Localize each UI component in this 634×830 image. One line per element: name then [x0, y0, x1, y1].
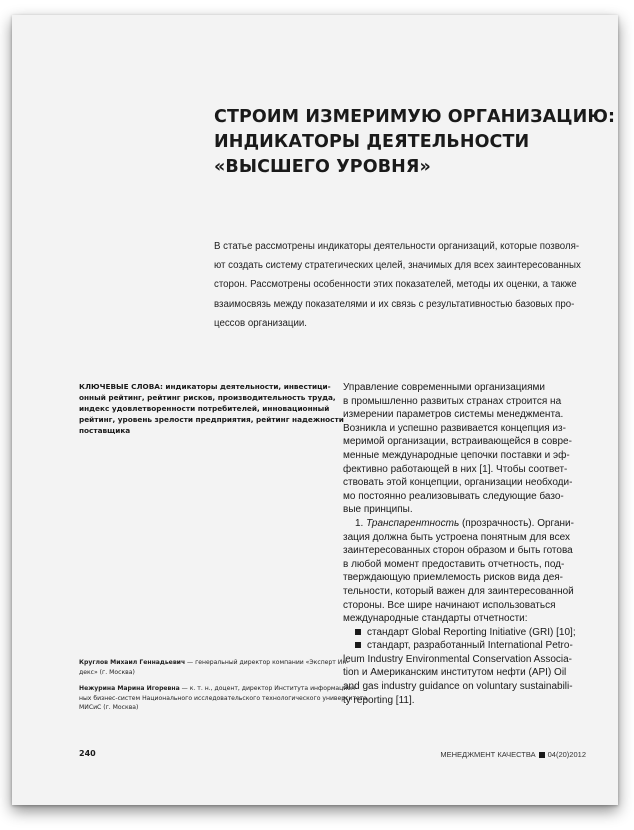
title-line: СТРОИМ ИЗМЕРИМУЮ ОРГАНИЗАЦИЮ: — [214, 107, 616, 127]
body-line: вые принципы. — [343, 504, 413, 516]
body-line: заинтересованных сторон образом и быть готова — [343, 545, 573, 557]
keywords-line: рейтинг, уровень зрелости предприятия, рейтинг надежности — [79, 415, 344, 424]
title-line: «ВЫСШЕГО УРОВНЯ» — [214, 157, 431, 177]
abstract-line: цессов организации. — [214, 317, 307, 329]
author-affiliation: декс» (г. Москва) — [79, 668, 135, 676]
abstract-line: сторон. Рассмотрены особенности этих показателей, методы их оценки, а также — [214, 279, 577, 291]
body-line: зация должна быть устроена понятным для всех — [343, 531, 570, 543]
body-line: leum Industry Environmental Conservation Associa- — [343, 653, 572, 665]
journal-footer — [440, 750, 586, 759]
title-line: ИНДИКАТОРЫ ДЕЯТЕЛЬНОСТИ — [214, 132, 530, 152]
article-body — [343, 381, 599, 707]
bullet-text: стандарт Global Reporting Initiative (GRI) [10]; — [367, 626, 576, 638]
body-line: менные международные цепочки поставки и эф- — [343, 449, 570, 461]
bullet-item — [343, 626, 599, 640]
principle-number: 1. — [355, 517, 367, 529]
authors-block — [79, 658, 368, 720]
journal-name: МЕНЕДЖМЕНТ КАЧЕСТВА — [440, 750, 536, 759]
body-line — [343, 517, 599, 531]
keywords-line: поставщика — [79, 426, 131, 435]
author-kruglov — [79, 658, 349, 677]
body-line: Возникла и успешно развивается концепция из- — [343, 422, 566, 434]
abstract-line: взаимосвязь между показателями и их связь с результативностью базовых про- — [214, 298, 575, 310]
body-line: фективно работающей в них [1]. Чтобы соответ- — [343, 463, 568, 475]
body-line: мо постоянно реализовывать следующие базо- — [343, 490, 564, 502]
author-affiliation: МИСиС (г. Москва) — [79, 704, 139, 712]
journal-issue: 04(20)2012 — [547, 750, 586, 759]
keywords-block — [79, 381, 344, 436]
bullet-square-icon — [355, 629, 361, 635]
body-line: в любой момент предоставить отчетность, под- — [343, 558, 565, 570]
body-line: ty reporting [11]. — [343, 694, 415, 706]
keywords-line: индекс удовлетворенности потребителей, инновационный — [79, 404, 330, 413]
author-name: Круглов Михаил Геннадьевич — [79, 659, 186, 666]
keywords-line: КЛЮЧЕВЫЕ СЛОВА: индикаторы деятельности, инвестици- — [79, 382, 331, 391]
body-line: в промышленно развитых странах строится на — [343, 395, 562, 407]
body-line: стороны. Все шире начинают использоваться — [343, 599, 556, 611]
body-line: tion и Американским институтом нефти (API) Oil — [343, 667, 567, 679]
body-line: Управление современными организациями — [343, 382, 545, 393]
article-abstract — [214, 237, 598, 333]
abstract-line: В статье рассмотрены индикаторы деятельности организаций, которые позволя- — [214, 241, 580, 252]
author-affiliation: — к. т. н., доцент, директор Института информацион- — [179, 685, 358, 693]
body-line: ствовать этой концепции, организации необходи- — [343, 477, 573, 489]
separator-square-icon — [539, 752, 545, 758]
journal-page — [12, 15, 618, 805]
abstract-line: ют создать систему стратегических целей, значимых для всех заинтересованных — [214, 260, 581, 272]
body-text-run: (прозрачность). Органи- — [459, 517, 574, 529]
author-affiliation: — генеральный директор компании «Эксперт Ин- — [185, 659, 349, 666]
body-line: измерении параметров системы менеджмента. — [343, 409, 564, 421]
author-nezhurina — [79, 684, 368, 713]
bullet-text: стандарт, разработанный International Petro- — [367, 640, 573, 652]
author-name: Нежурина Марина Игоревна — [79, 685, 180, 693]
bullet-item — [343, 639, 599, 653]
author-affiliation: ных бизнес-систем Национального исследовательского технологического университета — [79, 694, 368, 702]
keywords-line: онный рейтинг, рейтинг рисков, производительность труда, — [79, 393, 336, 402]
principle-term: Транспарентность — [366, 517, 460, 529]
body-line: тверждающую приемлемость рисков вида дея- — [343, 572, 564, 584]
body-line: тельности, который важен для заинтересованной — [343, 585, 574, 597]
body-line: международные стандарты отчетности: — [343, 613, 528, 625]
page-number: 240 — [79, 749, 96, 758]
article-title — [214, 105, 616, 180]
body-line: меримой организации, встраивающейся в совре- — [343, 436, 572, 448]
body-line: and gas industry guidance on voluntary sustainabili- — [343, 681, 573, 693]
bullet-square-icon — [355, 642, 361, 648]
